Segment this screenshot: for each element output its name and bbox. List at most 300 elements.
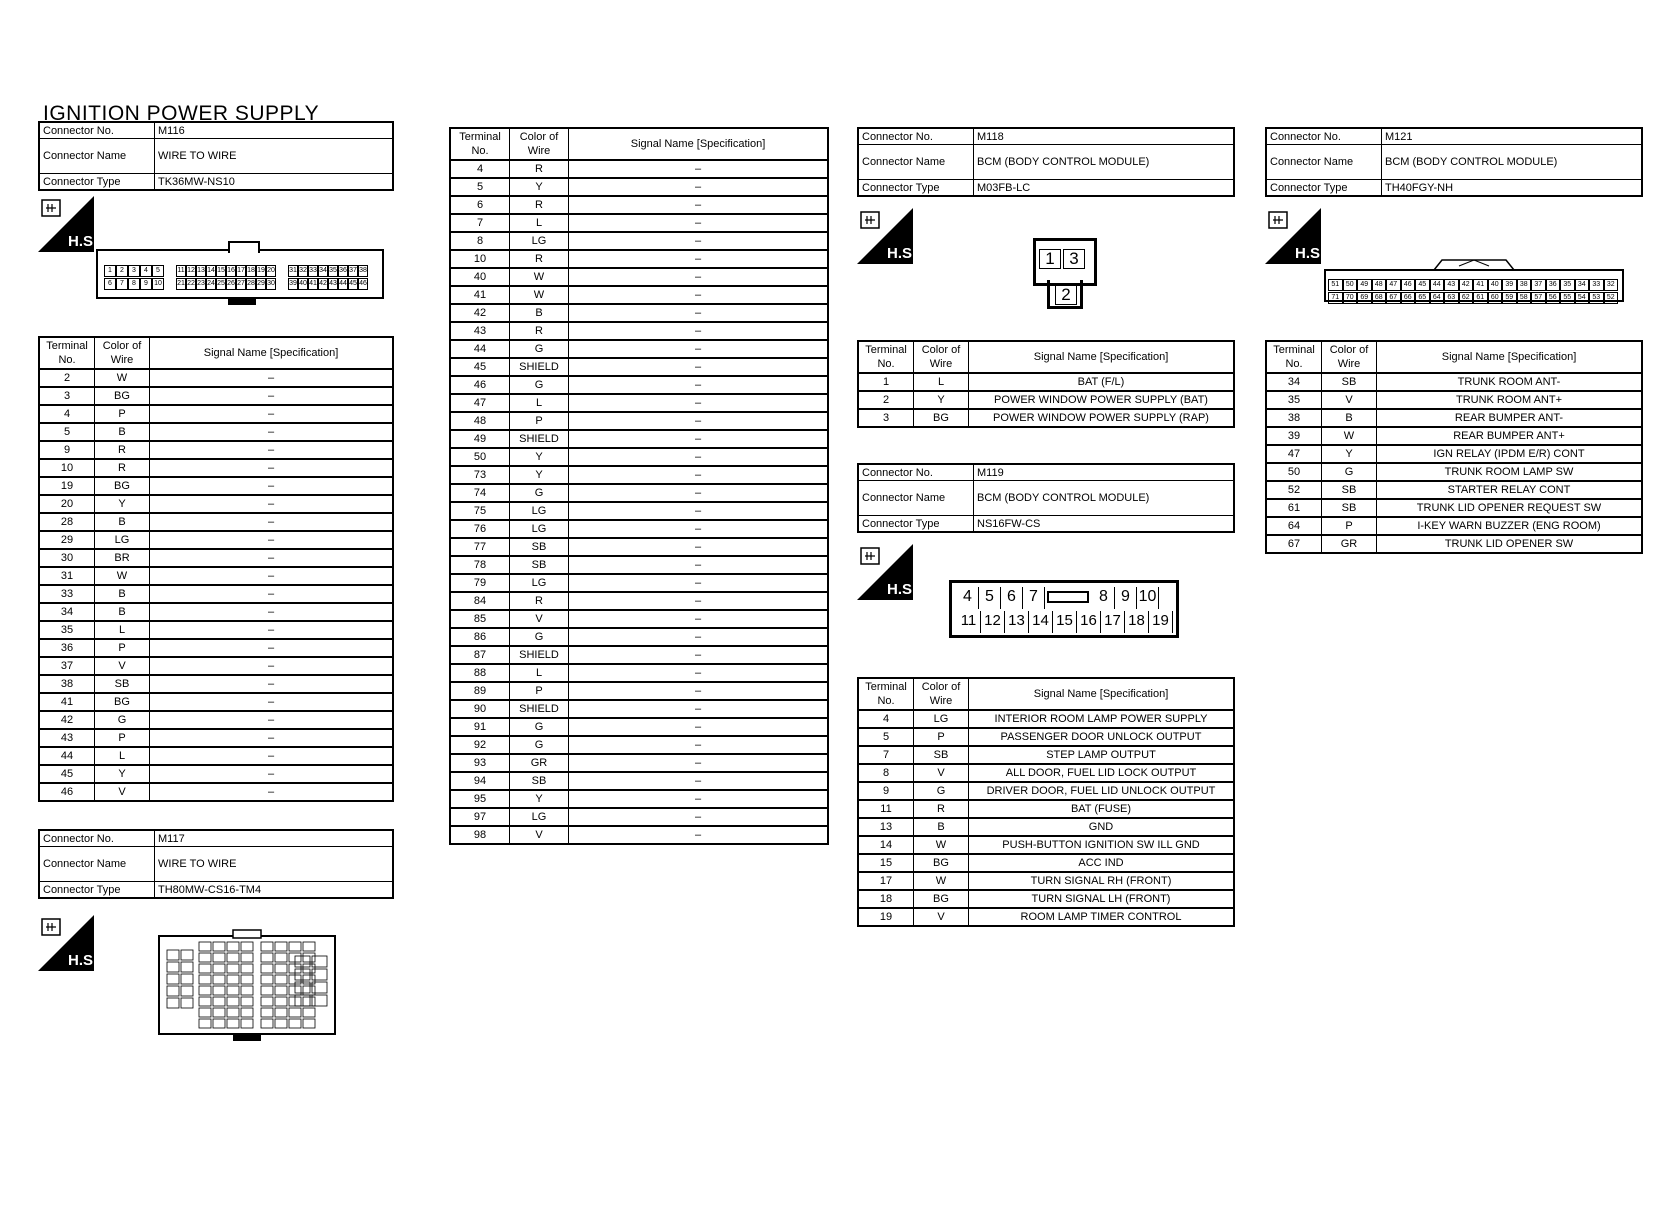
connector-type: NS16FW-CS	[974, 516, 1235, 533]
header-terminal: Terminal No.	[858, 341, 914, 373]
table-row	[450, 772, 828, 790]
label-connector-name: Connector Name	[858, 481, 974, 516]
color-cell: W	[914, 836, 969, 854]
color-cell: P	[914, 728, 969, 746]
color-cell: B	[95, 603, 150, 621]
table-row	[450, 232, 828, 250]
pin-label: 12	[186, 265, 196, 277]
signal-cell: –	[569, 664, 829, 682]
color-cell: V	[95, 783, 150, 801]
terminal-cell: 13	[858, 818, 914, 836]
terminal-cell: 41	[450, 286, 510, 304]
signal-cell: TRUNK ROOM ANT-	[1377, 373, 1643, 391]
signal-cell: –	[569, 736, 829, 754]
color-cell: L	[510, 664, 569, 682]
svg-text:H.S.: H.S.	[68, 952, 98, 969]
pin-label: 1	[1039, 249, 1061, 269]
pin-label: 52	[1604, 292, 1619, 304]
label-connector-no: Connector No.	[1266, 128, 1382, 145]
signal-cell: –	[569, 790, 829, 808]
table-row	[858, 872, 1234, 890]
signal-cell: ACC IND	[969, 854, 1235, 872]
color-cell: V	[914, 908, 969, 926]
connector-no: M118	[974, 128, 1235, 145]
color-cell: LG	[510, 574, 569, 592]
terminal-cell: 47	[1266, 445, 1322, 463]
color-cell: BG	[914, 409, 969, 427]
terminal-cell: 18	[858, 890, 914, 908]
table-row	[450, 520, 828, 538]
table-row	[39, 405, 393, 423]
color-cell: V	[510, 826, 569, 844]
signal-cell: –	[569, 700, 829, 718]
terminal-cell: 14	[858, 836, 914, 854]
table-row	[450, 556, 828, 574]
connector-info-m121	[1265, 127, 1643, 197]
terminal-cell: 4	[858, 710, 914, 728]
harness-side-icon	[38, 915, 98, 971]
pin-label: 34	[1575, 279, 1590, 291]
table-row	[858, 728, 1234, 746]
pin-label: 5	[979, 587, 1001, 609]
signal-cell: TRUNK ROOM ANT+	[1377, 391, 1643, 409]
pin-label: 42	[1459, 279, 1474, 291]
table-row	[450, 196, 828, 214]
harness-side-icon	[857, 208, 917, 264]
color-cell: W	[95, 567, 150, 585]
color-cell: L	[95, 747, 150, 765]
color-cell: Y	[914, 391, 969, 409]
terminal-cell: 64	[1266, 517, 1322, 535]
signal-cell: –	[150, 459, 394, 477]
table-row	[450, 484, 828, 502]
terminal-table-m121	[1265, 340, 1643, 554]
pin-label: 43	[1444, 279, 1459, 291]
terminal-cell: 4	[39, 405, 95, 423]
terminal-cell: 9	[858, 782, 914, 800]
terminal-cell: 77	[450, 538, 510, 556]
color-cell: GR	[510, 754, 569, 772]
terminal-cell: 20	[39, 495, 95, 513]
table-row	[450, 790, 828, 808]
terminal-cell: 44	[39, 747, 95, 765]
color-cell: LG	[914, 710, 969, 728]
pin-label: 36	[1546, 279, 1561, 291]
table-row	[450, 664, 828, 682]
table-row	[1266, 391, 1642, 409]
color-cell: G	[95, 711, 150, 729]
pin-label: 68	[1372, 292, 1387, 304]
pin-label: 61	[1473, 292, 1488, 304]
color-cell: LG	[510, 232, 569, 250]
color-cell: SB	[510, 772, 569, 790]
pin-label: 17	[1101, 611, 1125, 633]
header-color: Color of Wire	[914, 341, 969, 373]
signal-cell: –	[150, 621, 394, 639]
terminal-cell: 2	[858, 391, 914, 409]
table-row	[450, 502, 828, 520]
color-cell: R	[510, 592, 569, 610]
signal-cell: TRUNK LID OPENER SW	[1377, 535, 1643, 553]
signal-cell: I-KEY WARN BUZZER (ENG ROOM)	[1377, 517, 1643, 535]
signal-cell: PASSENGER DOOR UNLOCK OUTPUT	[969, 728, 1235, 746]
table-row	[39, 387, 393, 405]
pin-label: 22	[186, 278, 196, 290]
pin-label: 44	[1430, 279, 1445, 291]
terminal-cell: 7	[858, 746, 914, 764]
header-signal: Signal Name [Specification]	[1377, 341, 1643, 373]
pin-label: 6	[104, 278, 116, 290]
pin-label: 5	[152, 265, 164, 277]
header-terminal: Terminal No.	[858, 678, 914, 710]
signal-cell: –	[569, 538, 829, 556]
terminal-cell: 49	[450, 430, 510, 448]
signal-cell: POWER WINDOW POWER SUPPLY (BAT)	[969, 391, 1235, 409]
signal-cell: –	[569, 178, 829, 196]
terminal-cell: 2	[39, 369, 95, 387]
pin-label: 48	[1372, 279, 1387, 291]
signal-cell: TRUNK ROOM LAMP SW	[1377, 463, 1643, 481]
terminal-cell: 95	[450, 790, 510, 808]
pin-label: 16	[1077, 611, 1101, 633]
terminal-cell: 36	[39, 639, 95, 657]
connector-face-m117	[157, 928, 337, 1043]
table-row	[450, 466, 828, 484]
harness-side-icon	[857, 544, 917, 600]
pin-label: 44	[338, 278, 348, 290]
color-cell: G	[1322, 463, 1377, 481]
color-cell: SB	[510, 538, 569, 556]
color-cell: P	[95, 729, 150, 747]
table-row	[39, 747, 393, 765]
signal-cell: –	[150, 567, 394, 585]
signal-cell: –	[150, 387, 394, 405]
table-row	[450, 304, 828, 322]
terminal-cell: 85	[450, 610, 510, 628]
color-cell: P	[95, 405, 150, 423]
color-cell: R	[510, 250, 569, 268]
table-row	[1266, 445, 1642, 463]
table-row	[450, 736, 828, 754]
terminal-cell: 30	[39, 549, 95, 567]
color-cell: Y	[510, 448, 569, 466]
signal-cell: –	[150, 585, 394, 603]
table-row	[450, 718, 828, 736]
signal-cell: –	[569, 556, 829, 574]
signal-cell: –	[150, 441, 394, 459]
color-cell: L	[510, 214, 569, 232]
pin-label: 2	[116, 265, 128, 277]
header-terminal: Terminal No.	[450, 128, 510, 160]
table-row	[858, 409, 1234, 427]
color-cell: L	[95, 621, 150, 639]
pin-label: 1	[104, 265, 116, 277]
pin-label: 70	[1343, 292, 1358, 304]
color-cell: BG	[95, 693, 150, 711]
color-cell: B	[510, 304, 569, 322]
pin-label: 13	[1005, 611, 1029, 633]
pin-label: 42	[318, 278, 328, 290]
connector-type: M03FB-LC	[974, 180, 1235, 197]
header-signal: Signal Name [Specification]	[969, 678, 1235, 710]
terminal-cell: 4	[450, 160, 510, 178]
signal-cell: –	[569, 574, 829, 592]
signal-cell: –	[150, 423, 394, 441]
table-row	[450, 160, 828, 178]
signal-cell: –	[150, 495, 394, 513]
pin-label: 36	[338, 265, 348, 277]
terminal-cell: 86	[450, 628, 510, 646]
connector-info-m117	[38, 829, 394, 899]
signal-cell: DRIVER DOOR, FUEL LID UNLOCK OUTPUT	[969, 782, 1235, 800]
terminal-cell: 28	[39, 513, 95, 531]
table-row	[39, 513, 393, 531]
signal-cell: BAT (F/L)	[969, 373, 1235, 391]
label-connector-name: Connector Name	[858, 145, 974, 180]
table-row	[450, 430, 828, 448]
connector-face-m118	[1033, 238, 1095, 310]
signal-cell: TURN SIGNAL RH (FRONT)	[969, 872, 1235, 890]
table-row	[39, 477, 393, 495]
table-row	[1266, 409, 1642, 427]
terminal-cell: 8	[450, 232, 510, 250]
pin-label: 10	[152, 278, 164, 290]
color-cell: Y	[510, 466, 569, 484]
signal-cell: ALL DOOR, FUEL LID LOCK OUTPUT	[969, 764, 1235, 782]
table-row	[39, 423, 393, 441]
signal-cell: –	[150, 603, 394, 621]
label-connector-type: Connector Type	[858, 180, 974, 197]
color-cell: R	[510, 196, 569, 214]
signal-cell: –	[569, 808, 829, 826]
label-connector-type: Connector Type	[39, 174, 155, 191]
header-signal: Signal Name [Specification]	[569, 128, 829, 160]
color-cell: V	[95, 657, 150, 675]
color-cell: P	[95, 639, 150, 657]
table-row	[39, 783, 393, 801]
connector-info-m116	[38, 121, 394, 191]
signal-cell: –	[150, 369, 394, 387]
terminal-table-m117	[449, 127, 829, 845]
terminal-cell: 5	[858, 728, 914, 746]
signal-cell: –	[569, 196, 829, 214]
pin-label: 23	[196, 278, 206, 290]
terminal-cell: 6	[450, 196, 510, 214]
signal-cell: INTERIOR ROOM LAMP POWER SUPPLY	[969, 710, 1235, 728]
signal-cell: TURN SIGNAL LH (FRONT)	[969, 890, 1235, 908]
terminal-cell: 92	[450, 736, 510, 754]
table-row	[450, 610, 828, 628]
pin-label: 56	[1546, 292, 1561, 304]
terminal-cell: 88	[450, 664, 510, 682]
pin-label: 43	[328, 278, 338, 290]
color-cell: SB	[510, 556, 569, 574]
pin-label: 8	[128, 278, 140, 290]
color-cell: B	[95, 513, 150, 531]
harness-side-icon	[38, 196, 98, 252]
table-row	[39, 711, 393, 729]
table-row	[450, 538, 828, 556]
terminal-cell: 73	[450, 466, 510, 484]
pin-label: 64	[1430, 292, 1445, 304]
pin-label: 15	[216, 265, 226, 277]
pin-label: 46	[1401, 279, 1416, 291]
color-cell: R	[914, 800, 969, 818]
color-cell: GR	[1322, 535, 1377, 553]
color-cell: SHIELD	[510, 430, 569, 448]
table-row	[858, 890, 1234, 908]
terminal-cell: 3	[858, 409, 914, 427]
pin-label: 58	[1517, 292, 1532, 304]
signal-cell: IGN RELAY (IPDM E/R) CONT	[1377, 445, 1643, 463]
page-title: IGNITION POWER SUPPLY	[43, 102, 320, 125]
label-connector-no: Connector No.	[39, 122, 155, 139]
signal-cell: –	[569, 160, 829, 178]
table-row	[39, 765, 393, 783]
signal-cell: STARTER RELAY CONT	[1377, 481, 1643, 499]
signal-cell: –	[569, 286, 829, 304]
pin-label: 25	[216, 278, 226, 290]
terminal-cell: 10	[450, 250, 510, 268]
signal-cell: REAR BUMPER ANT+	[1377, 427, 1643, 445]
terminal-cell: 34	[1266, 373, 1322, 391]
svg-text:H.S.: H.S.	[887, 245, 917, 262]
signal-cell: –	[150, 513, 394, 531]
pin-label: 57	[1531, 292, 1546, 304]
signal-cell: –	[150, 549, 394, 567]
pin-label: 40	[1488, 279, 1503, 291]
pin-label: 30	[266, 278, 276, 290]
color-cell: G	[510, 628, 569, 646]
color-cell: B	[914, 818, 969, 836]
pin-label: 10	[1137, 587, 1159, 609]
signal-cell: –	[569, 268, 829, 286]
terminal-cell: 50	[1266, 463, 1322, 481]
color-cell: B	[1322, 409, 1377, 427]
pin-label: 47	[1386, 279, 1401, 291]
color-cell: BG	[914, 854, 969, 872]
signal-cell: –	[569, 826, 829, 844]
pin-label: 54	[1575, 292, 1590, 304]
pin-label: 41	[1473, 279, 1488, 291]
color-cell: V	[510, 610, 569, 628]
signal-cell: –	[569, 592, 829, 610]
header-signal: Signal Name [Specification]	[969, 341, 1235, 373]
table-row	[858, 391, 1234, 409]
pin-label: 59	[1502, 292, 1517, 304]
terminal-cell: 67	[1266, 535, 1322, 553]
table-row	[450, 592, 828, 610]
terminal-table-m118	[857, 340, 1235, 428]
table-row	[450, 754, 828, 772]
pin-label: 19	[1149, 611, 1173, 633]
table-row	[39, 639, 393, 657]
signal-cell: BAT (FUSE)	[969, 800, 1235, 818]
label-connector-no: Connector No.	[858, 128, 974, 145]
pin-label: 39	[1502, 279, 1517, 291]
svg-text:H.S.: H.S.	[887, 581, 917, 598]
table-row	[1266, 499, 1642, 517]
color-cell: L	[510, 394, 569, 412]
label-connector-type: Connector Type	[39, 882, 155, 899]
header-color: Color of Wire	[914, 678, 969, 710]
color-cell: SB	[1322, 481, 1377, 499]
label-connector-type: Connector Type	[1266, 180, 1382, 197]
table-row	[450, 394, 828, 412]
pin-label: 7	[116, 278, 128, 290]
color-cell: G	[510, 484, 569, 502]
color-cell: BG	[914, 890, 969, 908]
label-connector-name: Connector Name	[1266, 145, 1382, 180]
signal-cell: –	[569, 394, 829, 412]
table-row	[450, 322, 828, 340]
terminal-cell: 35	[1266, 391, 1322, 409]
connector-no: M121	[1382, 128, 1643, 145]
pin-label: 9	[1115, 587, 1137, 609]
terminal-cell: 17	[858, 872, 914, 890]
table-row	[39, 621, 393, 639]
color-cell: Y	[1322, 445, 1377, 463]
table-row	[450, 808, 828, 826]
color-cell: SHIELD	[510, 700, 569, 718]
pin-label: 35	[1560, 279, 1575, 291]
pin-label: 12	[981, 611, 1005, 633]
color-cell: P	[1322, 517, 1377, 535]
pin-label: 51	[1328, 279, 1343, 291]
signal-cell: POWER WINDOW POWER SUPPLY (RAP)	[969, 409, 1235, 427]
terminal-cell: 78	[450, 556, 510, 574]
signal-cell: –	[569, 718, 829, 736]
signal-cell: –	[569, 304, 829, 322]
terminal-cell: 46	[39, 783, 95, 801]
table-row	[450, 826, 828, 844]
label-connector-name: Connector Name	[39, 139, 155, 174]
pin-label: 62	[1459, 292, 1474, 304]
signal-cell: GND	[969, 818, 1235, 836]
pin-label: 17	[236, 265, 246, 277]
signal-cell: –	[150, 765, 394, 783]
color-cell: R	[510, 160, 569, 178]
table-row	[858, 800, 1234, 818]
color-cell: SB	[914, 746, 969, 764]
pin-label: 50	[1343, 279, 1358, 291]
pin-label: 37	[1531, 279, 1546, 291]
table-row	[858, 764, 1234, 782]
table-row	[858, 908, 1234, 926]
pin-label: 46	[358, 278, 368, 290]
signal-cell: –	[150, 747, 394, 765]
header-color: Color of Wire	[510, 128, 569, 160]
color-cell: G	[510, 376, 569, 394]
color-cell: R	[95, 441, 150, 459]
table-row	[450, 214, 828, 232]
table-row	[450, 286, 828, 304]
terminal-cell: 90	[450, 700, 510, 718]
label-connector-type: Connector Type	[858, 516, 974, 533]
color-cell: V	[914, 764, 969, 782]
color-cell: SB	[95, 675, 150, 693]
terminal-cell: 97	[450, 808, 510, 826]
table-row	[1266, 535, 1642, 553]
harness-side-icon	[1265, 208, 1325, 264]
pin-label: 33	[1589, 279, 1604, 291]
pin-label: 19	[256, 265, 266, 277]
terminal-cell: 91	[450, 718, 510, 736]
table-row	[858, 746, 1234, 764]
label-connector-no: Connector No.	[39, 830, 155, 847]
signal-cell: PUSH-BUTTON IGNITION SW ILL GND	[969, 836, 1235, 854]
signal-cell: –	[569, 682, 829, 700]
